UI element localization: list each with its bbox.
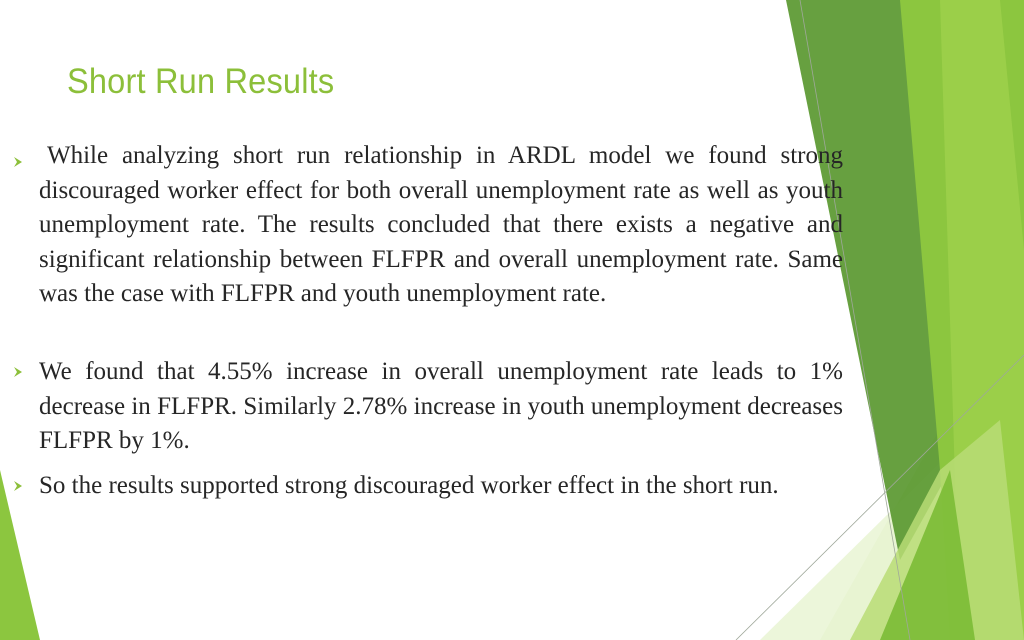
arrow-bullet-icon <box>12 479 26 493</box>
bullet-text-1: While analyzing short run relationship in ARDL model we found strong discouraged worker effect for both overall unemployment rate as well as youth unemployment rate. The results concluded that there exists a negative and significant relationship between FLFPR and overall unemployment rate. Same was the case with FLFPR and youth unemployment rate. <box>39 142 843 307</box>
bullet-item-3 <box>39 469 843 504</box>
bullet-text-3: So the results supported strong discouraged worker effect in the short run. <box>39 472 779 499</box>
bullet-item-2 <box>39 355 843 459</box>
deco-left-sliver <box>0 470 40 640</box>
arrow-bullet-icon <box>12 365 26 379</box>
bullet-text-2: We found that 4.55% increase in overall unemployment rate leads to 1% decrease in FLFPR. Similarly 2.78% increase in youth unemployment decreases FLFPR by 1%. <box>39 358 843 454</box>
slide-title: Short Run Results <box>67 62 335 101</box>
bullet-item-1 <box>39 139 843 312</box>
arrow-bullet-icon <box>12 155 26 169</box>
